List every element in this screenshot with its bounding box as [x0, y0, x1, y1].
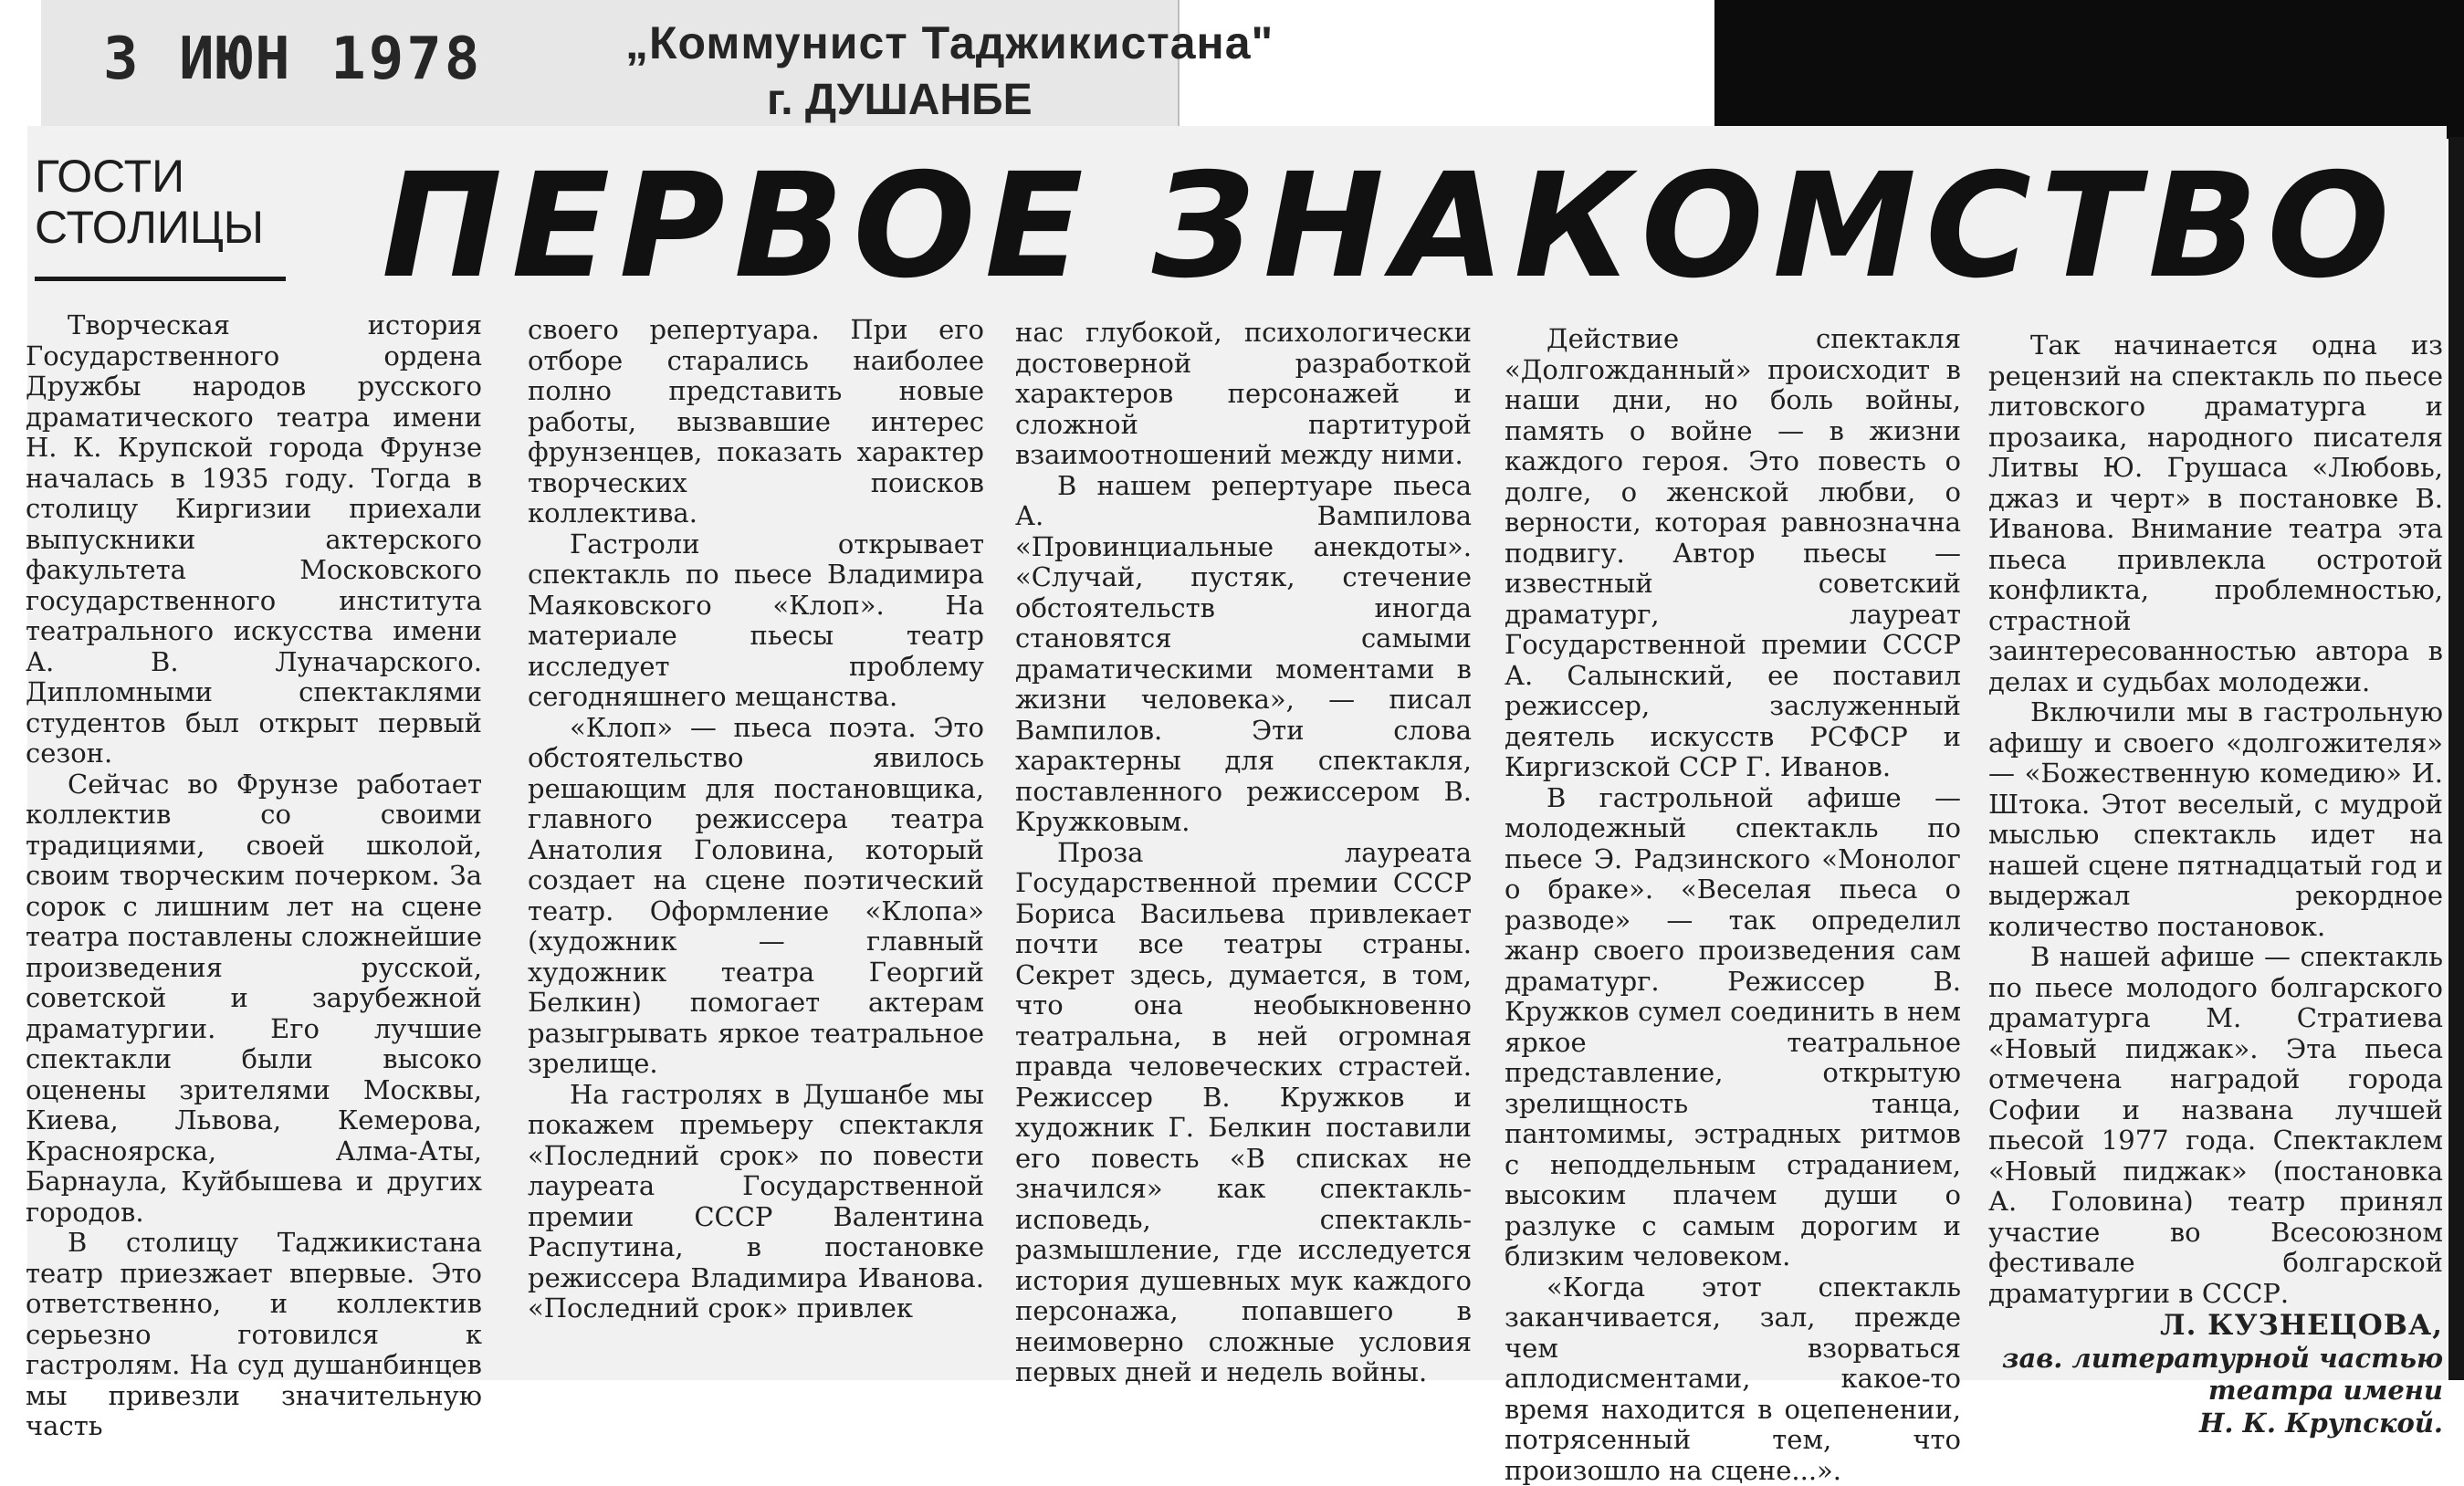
article-column-1 — [26, 310, 482, 1369]
paragraph: Проза лауреата Государственной премии СССР Бориса Васильева привлекает почти все театры страны. Секрет здесь, думается, в том, что она необыкновенно театральна, в ней огромная правда человеческих страстей. Режиссер В. Кружков и художник Г. Белкин поставили его повесть «В списках не значился» как спектакль-исповедь, спектакль-размышление, где исследуется история душевных мук каждого персонажа, попавшего в неимоверно сложные условия первых дней и недель войны. — [1015, 838, 1472, 1388]
paragraph: Так начинается одна из рецензий на спектакль по пьесе литовского драматурга и прозаика, народного писателя Литвы Ю. Грушаса «Любовь, джаз и черт» в постановке В. Иванова. Внимание театра эта пьеса привлекла остротой конфликта, проблемностью, страстной заинтересованностью автора в делах и судьбах молодежи. — [1988, 330, 2443, 697]
paragraph: Сейчас во Фрунзе работает коллектив со своими традициями, своей школой, своим творческим почерком. За сорок с лишним лет на сцене театра поставлены сложнейшие произведения русской, советской и зарубежной драматургии. Его лучшие спектакли были высоко оценены зрителями Москвы, Киева, Львова, Кемерова, Красноярска, Алма-Аты, Барнаула, Куйбышева и других городов. — [26, 769, 482, 1229]
paragraph: своего репертуара. При его отборе старались наиболее полно представить новые работы, вызвавшие интерес фрунзенцев, показать характер творческих поисков коллектива. — [528, 315, 984, 529]
paragraph: Действие спектакля «Долгожданный» происходит в наши дни, но боль войны, память о войне — в жизни каждого героя. Это повесть о долге, о женской любви, о верности, которая равнозначна подвигу. Автор пьесы — известный советский драматург, лауреат Государственной премии СССР А. Салынский, ее поставил режиссер, заслуженный деятель искусств РСФСР и Киргизской ССР Г. Иванов. — [1505, 324, 1961, 783]
newspaper-name: „Коммунист Таджикистана" — [625, 16, 1274, 69]
scan-background-edge — [2448, 137, 2464, 1380]
city-name: г. ДУШАНБЕ — [767, 75, 1033, 125]
date-stamp: 3 ИЮН 1978 — [103, 26, 482, 93]
source-label — [41, 0, 1180, 128]
paragraph: На гастролях в Душанбе мы покажем премьеру спектакля «Последний срок» по повести лауреата Государственной премии СССР Валентина Распутина, в постановке режиссера Владимира Иванова. «Последний срок» привлек — [528, 1080, 984, 1324]
scan-background-corner — [1714, 0, 2464, 139]
article-column-5 — [1988, 330, 2443, 1389]
paragraph: Включили мы в гастрольную афишу и своего «долгожителя» — «Божественную комедию» И. Штока. Этот веселый, с мудрой мыслью спектакль идет на нашей сцене пятнадцатый год и выдержал рекордное количество постановок. — [1988, 697, 2443, 942]
author-position-line-1: зав. литературной частью — [1988, 1344, 2443, 1375]
rubric — [35, 151, 264, 253]
paragraph: В нашей афише — спектакль по пьесе молодого болгарского драматурга М. Стратиева «Новый пиджак». Эта пьеса отмечена наградой города Софии и названа лучшей пьесой 1977 года. Спектаклем «Новый пиджак» (постановка А. Головина) театр принял участие во Всесоюзном фестивале болгарской драматургии в СССР. — [1988, 942, 2443, 1309]
rubric-underline — [35, 277, 286, 281]
paragraph: В столицу Таджикистана театр приезжает впервые. Это ответственно, и коллектив серьезно готовился к гастролям. На суд душанбинцев мы привезли значительную часть — [26, 1228, 482, 1442]
paragraph: В гастрольной афише — молодежный спектакль по пьесе Э. Радзинского «Монолог о браке». «Веселая пьеса о разводе» — так определил жанр своего произведения сам драматург. Режиссер В. Кружков сумел соединить в нем яркое театральное представление, открытую зрелищность танца, пантомимы, эстрадных ритмов с неподдельным страданием, высоким плачем души о разлуке с самым дорогим и близким человеком. — [1505, 783, 1961, 1272]
article-column-4 — [1505, 324, 1961, 1383]
article-headline: ПЕРВОЕ ЗНАКОМСТВО — [382, 135, 2399, 318]
paragraph: нас глубокой, психологически достоверной разработкой характеров персонажей и сложной партитурой взаимоотношений между ними. — [1015, 318, 1472, 471]
rubric-line-1: ГОСТИ — [35, 151, 264, 202]
rubric-line-2: СТОЛИЦЫ — [35, 202, 264, 253]
paragraph: «Клоп» — пьеса поэта. Это обстоятельство явилось решающим для постановщика, главного режиссера театра Анатолия Головина, который создает на сцене поэтический театр. Оформление «Клопа» (художник — главный художник театра Георгий Белкин) помогает актерам разыгрывать яркое театральное зрелище. — [528, 713, 984, 1080]
author-name: Л. КУЗНЕЦОВА, — [1988, 1311, 2443, 1342]
paragraph: В нашем репертуаре пьеса А. Вампилова «Провинциальные анекдоты». «Случай, пустяк, стечение обстоятельств иногда становятся самыми драматическими моментами в жизни человека», — писал Вампилов. Эти слова характерны для спектакля, поставленного режиссером В. Кружковым. — [1015, 471, 1472, 838]
paragraph: Гастроли открывает спектакль по пьесе Владимира Маяковского «Клоп». На материале пьесы театр исследует проблему сегодняшнего мещанства. — [528, 529, 984, 713]
author-position-line-2: театра имени — [1988, 1376, 2443, 1407]
article-column-2 — [528, 315, 984, 1374]
paragraph: «Когда этот спектакль заканчивается, зал, прежде чем взорваться аплодисментами, какое-то время находится в оцепенении, потрясенный тем, что произошло на сцене...». — [1505, 1272, 1961, 1486]
article-column-3 — [1015, 318, 1472, 1376]
paragraph: Творческая история Государственного ордена Дружбы народов русского драматического театра имени Н. К. Крупской города Фрунзе началась в 1935 году. Тогда в столицу Киргизии приехали выпускники актерского факультета Московского государственного института театрального искусства имени А. В. Луначарского. Дипломными спектаклями студентов был открыт первый сезон. — [26, 310, 482, 769]
author-position-line-3: Н. К. Крупской. — [1988, 1408, 2443, 1439]
